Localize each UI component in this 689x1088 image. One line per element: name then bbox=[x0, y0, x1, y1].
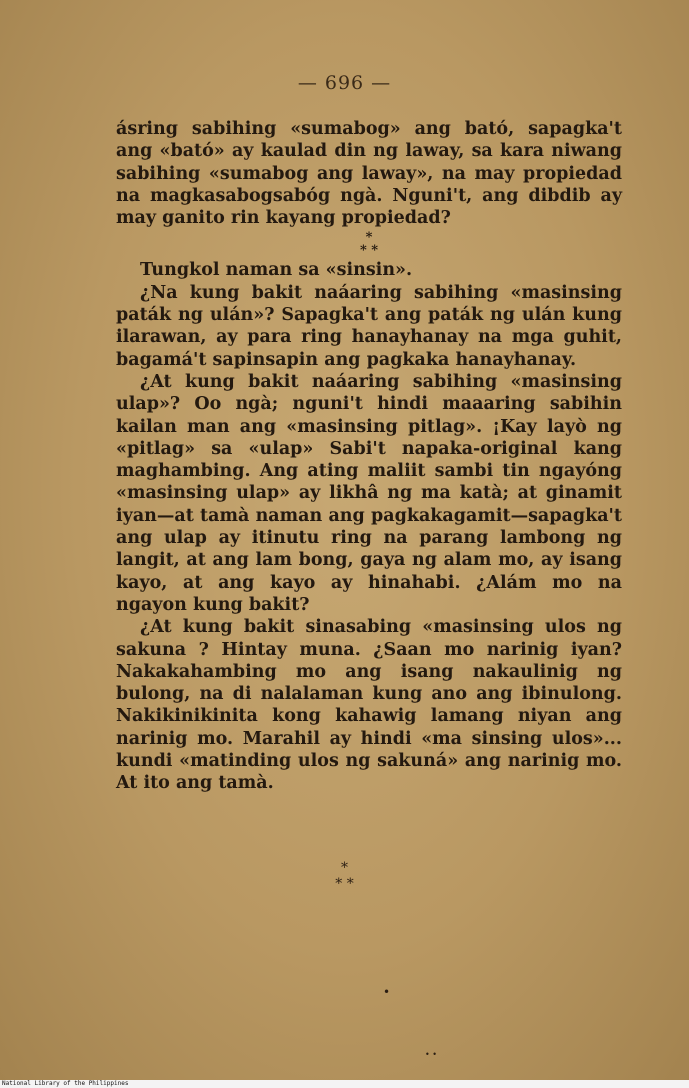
paragraph-4: ¿At kung bakit naáaring sabihing «masinsing ulap»? Oo ngà; nguni't hindi maaaring sabihin kailan man ang «masinsing pitlag». ¡Kay layò ng «pitlag» sa «ulap» Sabi't napaka-original kang maghambing. Ang ating maliit sambi tin ngayóng «masinsing ulap» ay likhâ ng ma katà; at ginamit iyan—at tamà naman ang pagkakagamit—sapagka't ang ulap ay itinutu ring na parang lambong ng langit, at ang lam bong, gaya ng alam mo, ay isang kayo, at ang kayo ay hinahabi. ¿Alám mo na ngayon kung bakit? bbox=[116, 371, 622, 615]
library-watermark: National Library of the Philippines bbox=[0, 1080, 689, 1088]
page-number: — 696 — bbox=[297, 72, 392, 94]
section-separator: * * * bbox=[359, 230, 379, 259]
paragraph-1: ásring sabihing «sumabog» ang bató, sapagka't ang «bató» ay kaulad din ng laway, sa kara niwang sabihing «sumabog ang laway», na may propiedad na magkasabogsabóg ngà. Nguni't, ang dibdib ay may ganito rin kayang propiedad? bbox=[116, 119, 622, 229]
end-separator: * * * bbox=[335, 860, 354, 892]
body-text bbox=[116, 118, 622, 795]
paragraph-3: ¿Na kung bakit naáaring sabihing «masinsing paták ng ulán»? Sapagka't ang paták ng ulán kung ilarawan, ay para ring hanayhanay na mga guhit, bagamá't sapinsapin ang pagkaka hanayhanay. bbox=[116, 282, 622, 370]
ink-speck: • bbox=[383, 985, 391, 999]
ink-speck: • • bbox=[425, 1050, 437, 1059]
paragraph-2: Tungkol naman sa «sinsin». bbox=[140, 260, 413, 281]
paragraph-5: ¿At kung bakit sinasabing «masinsing ulos ng sakuna ? Hintay muna. ¿Saan mo narinig iyan? Nakakahambing mo ang isang nakaulinig ng bulong, na di nalalaman kung ano ang ibinulong. Nakikinikinita kong kahawig lamang niyan ang narinig mo. Marahil ay hindi «ma sinsing ulos»... kundi «matinding ulos ng sakuná» ang narinig mo. At ito ang tamà. bbox=[116, 617, 622, 794]
